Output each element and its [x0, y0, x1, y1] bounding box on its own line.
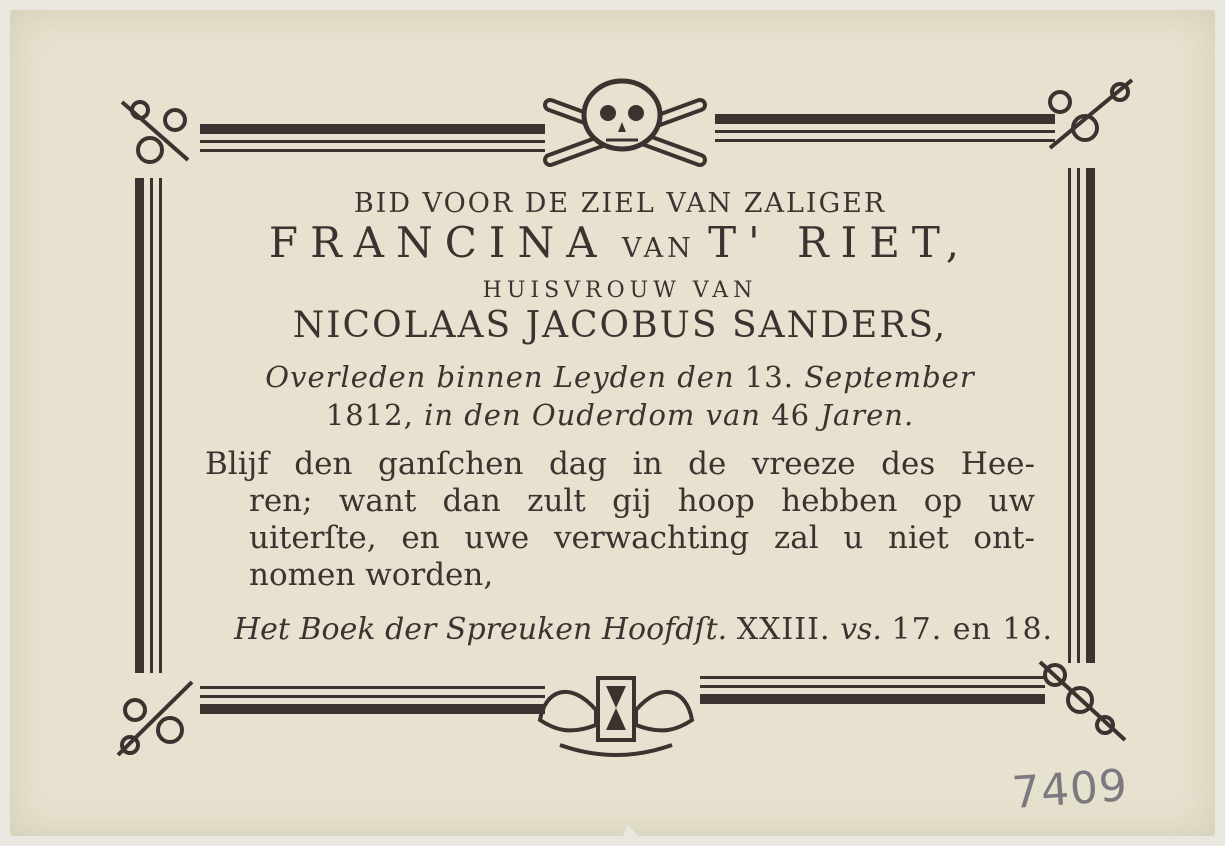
winged-hourglass-icon	[540, 678, 692, 755]
skull-crossbones-icon	[550, 81, 700, 160]
wife-of-label: HUISVROUW VAN	[482, 278, 758, 303]
verse-line: Blijf den ganſchen dag in de vreeze des Hee-	[205, 446, 1035, 482]
age-unit: Jaren.	[820, 398, 915, 432]
prayer-heading: BID VOOR DE ZIEL VAN ZALIGER	[353, 188, 887, 219]
scripture-verse	[205, 446, 1035, 594]
death-day: 13.	[744, 360, 794, 394]
age-value: 46	[771, 398, 811, 432]
reference-book: Het Boek der Spreuken Hoofdſt.	[234, 612, 728, 647]
handwritten-inventory-number: 7409	[1010, 760, 1130, 819]
reference-vs: vs.	[840, 612, 882, 647]
husband-name: NICOLAAS JACOBUS SANDERS,	[292, 305, 948, 346]
corner-ornament-icon	[118, 682, 192, 755]
verse-line: nomen worden,	[249, 557, 494, 593]
death-year-age	[200, 398, 1040, 432]
reference-chapter: XXIII.	[736, 612, 831, 647]
death-year: 1812,	[325, 398, 414, 432]
deceased-name-particle: VAN	[621, 233, 695, 264]
corner-ornament-icon	[1040, 662, 1125, 740]
death-month: September	[804, 360, 975, 394]
deceased-name	[200, 218, 1040, 267]
corner-ornament-icon	[122, 102, 188, 162]
verse-line: ren; want dan zult gij hoop hebben op uw	[249, 483, 1035, 519]
deceased-first-name: FRANCINA	[268, 218, 609, 267]
reference-verses: 17. en 18.	[891, 612, 1054, 647]
death-place: Overleden binnen Leyden den	[265, 360, 735, 394]
death-place-date	[200, 360, 1040, 394]
deceased-last-name: T' RIET,	[708, 218, 972, 267]
corner-ornament-icon	[1050, 80, 1132, 148]
scripture-reference	[234, 612, 1053, 647]
verse-line: uiterſte, en uwe verwachting zal u niet ont-	[249, 520, 1035, 556]
age-label: in den Ouderdom van	[424, 398, 761, 432]
